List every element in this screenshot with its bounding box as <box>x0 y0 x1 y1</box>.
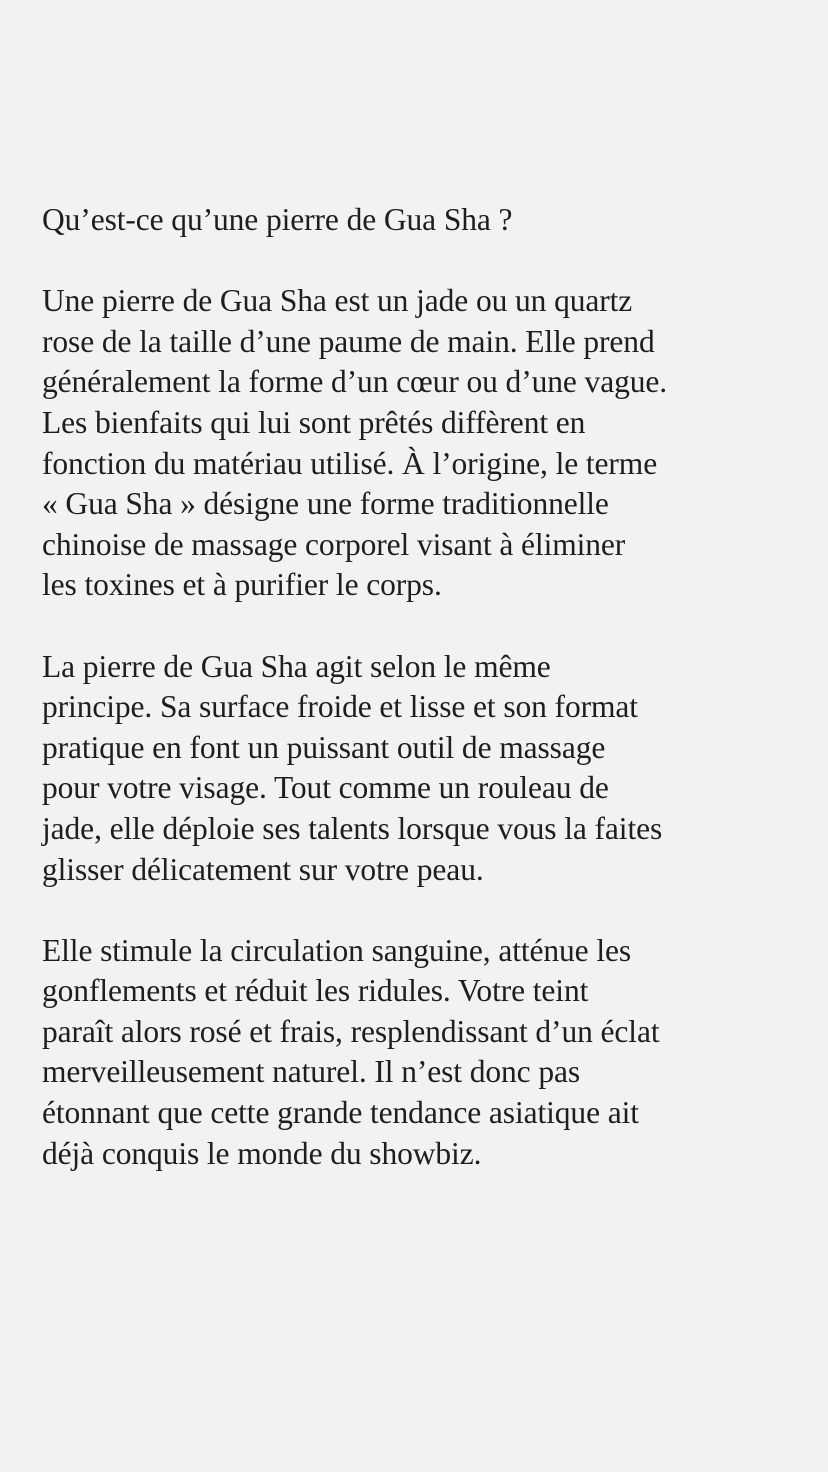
text-line: jade, elle déploie ses talents lorsque vous la faites <box>42 810 663 846</box>
text-line: pratique en font un puissant outil de massage <box>42 729 606 765</box>
text-line: fonction du matériau utilisé. À l’origine, le terme <box>42 445 658 481</box>
text-line: principe. Sa surface froide et lisse et son format <box>42 689 638 725</box>
text-line: paraît alors rosé et frais, resplendissant d’un éclat <box>42 1013 660 1049</box>
text-line: glisser délicatement sur votre peau. <box>42 851 484 887</box>
text-line: Elle stimule la circulation sanguine, atténue les <box>42 932 632 968</box>
text-line: généralement la forme d’un cœur ou d’une vague. <box>42 364 668 400</box>
text-line: merveilleusement naturel. Il n’est donc pas <box>42 1054 581 1090</box>
text-line: rose de la taille d’une paume de main. Elle prend <box>42 323 655 359</box>
story-text-block <box>42 200 802 1174</box>
text-line: chinoise de massage corporel visant à éliminer <box>42 526 626 562</box>
article-title-paragraph <box>42 200 802 241</box>
text-line: pour votre visage. Tout comme un rouleau de <box>42 770 609 806</box>
paragraph-benefits <box>42 931 802 1175</box>
paragraph-definition <box>42 281 802 606</box>
text-line: déjà conquis le monde du showbiz. <box>42 1135 482 1171</box>
text-line: La pierre de Gua Sha agit selon le même <box>42 648 551 684</box>
text-line: les toxines et à purifier le corps. <box>42 567 442 603</box>
article-title: Qu’est-ce qu’une pierre de Gua Sha ? <box>42 202 513 237</box>
text-line: Les bienfaits qui lui sont prêtés diffèrent en <box>42 404 586 440</box>
text-line: étonnant que cette grande tendance asiatique ait <box>42 1095 639 1131</box>
text-line: « Gua Sha » désigne une forme traditionnelle <box>42 486 609 522</box>
text-line: gonflements et réduit les ridules. Votre teint <box>42 973 589 1009</box>
paragraph-principle <box>42 647 802 891</box>
text-line: Une pierre de Gua Sha est un jade ou un quartz <box>42 283 633 319</box>
